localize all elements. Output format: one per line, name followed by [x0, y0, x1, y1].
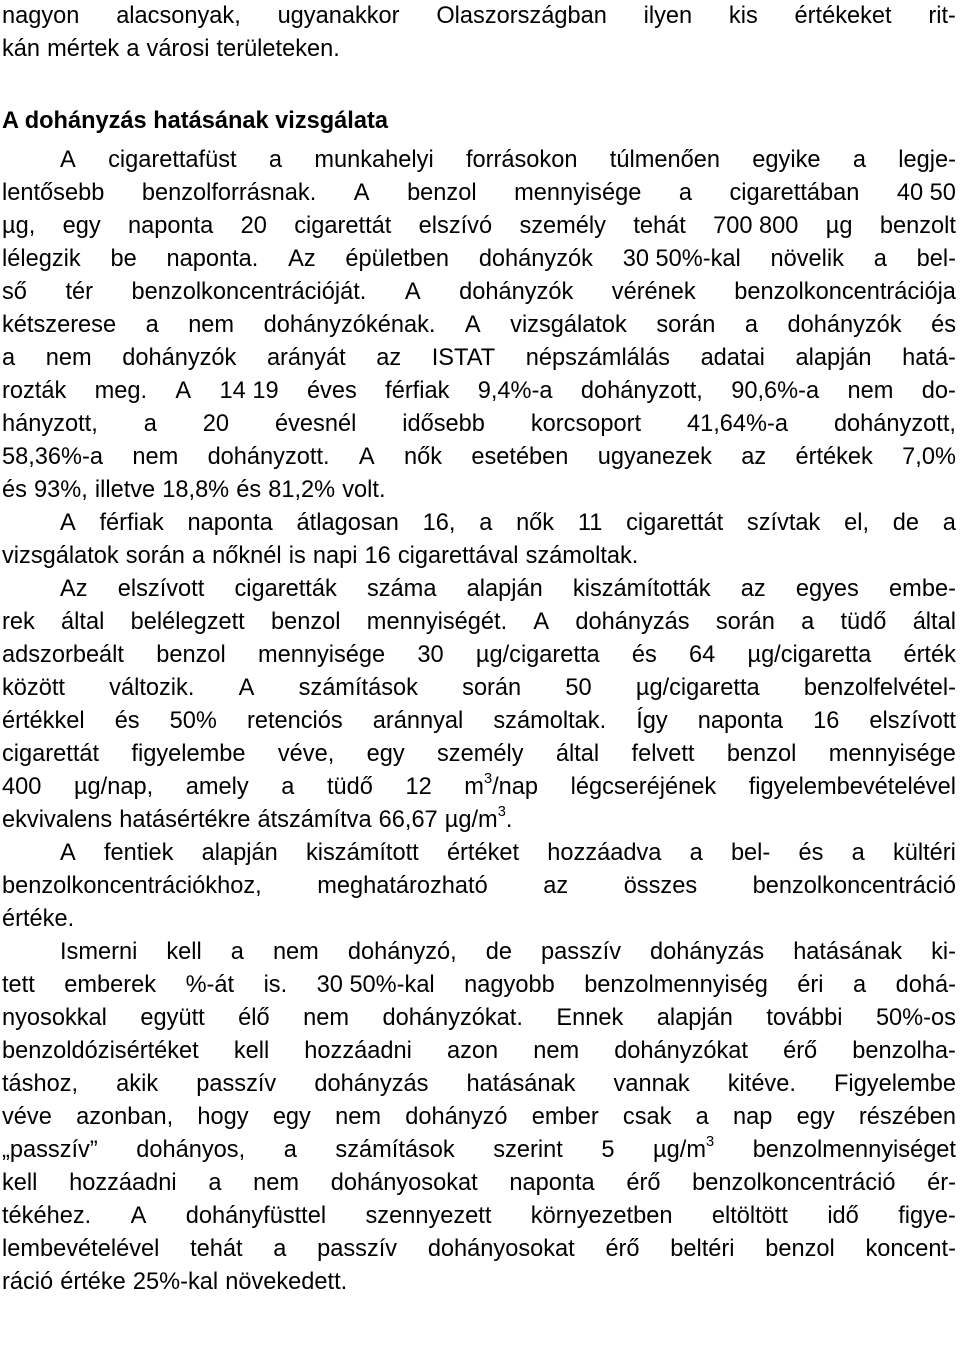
text-line: és 93%, illetve 18,8% és 81,2% volt.	[2, 477, 386, 503]
paragraph-gap	[2, 66, 956, 105]
text-line: lentősebb benzolforrásnak. A benzol mennyisége a cigarettában 40 50	[2, 180, 956, 206]
text-line: nagyon alacsonyak, ugyanakkor Olaszországban ilyen kis értékeket rit-	[2, 3, 956, 29]
text-line: kell hozzáadni a nem dohányosokat naponta érő benzolkoncentráció ér-	[2, 1170, 956, 1196]
text-line: a nem dohányzók arányát az ISTAT népszámlálás adatai alapján hatá-	[2, 345, 956, 371]
text-line: értéke.	[2, 906, 75, 932]
text-line: ekvivalens hatásértékre átszámítva 66,67 $\mu g/m^3$.	[2, 803, 513, 833]
text-line: „passzív” dohányos, a számítások szerint 5 $\mu g/m^3$ benzolmennyiséget	[2, 1133, 956, 1163]
text-line: értékkel és 50% retenciós aránnyal számoltak. Így naponta 16 elszívott	[2, 708, 956, 734]
text-line: véve azonban, hogy egy nem dohányzó ember csak a nap egy részében	[2, 1104, 956, 1130]
section-heading: A dohányzás hatásának vizsgálata	[2, 108, 388, 134]
text-line: adszorbeált benzol mennyisége 30 µg/cigaretta és 64 µg/cigaretta érték	[2, 642, 956, 668]
text-line: nyosokkal együtt élő nem dohányzókat. Ennek alapján további 50%-os	[2, 1005, 956, 1031]
text-line: lembevételével tehát a passzív dohányosokat érő beltéri benzol koncent-	[2, 1236, 956, 1262]
text-line: Ismerni kell a nem dohányzó, de passzív dohányzás hatásának ki-	[60, 939, 956, 965]
text-line: rozták meg. A 14 19 éves férfiak 9,4%-a dohányzott, 90,6%-a nem do-	[2, 378, 956, 404]
text-line: ráció értéke 25%-kal növekedett.	[2, 1269, 348, 1295]
text-line: A cigarettafüst a munkahelyi forrásokon túlmenően egyike a legje-	[60, 147, 956, 173]
text-line: lélegzik be naponta. Az épületben dohányzók 30 50%-kal növelik a bel-	[2, 246, 956, 272]
text-line: benzoldózisértéket kell hozzáadni azon nem dohányzókat érő benzolha-	[2, 1038, 956, 1064]
text-line: A férfiak naponta átlagosan 16, a nők 11 cigarettát szívtak el, de a	[60, 510, 956, 536]
text-line: kétszerese a nem dohányzókénak. A vizsgálatok során a dohányzók és	[2, 312, 956, 338]
text-line: rek által belélegzett benzol mennyiségét. A dohányzás során a tüdő által	[2, 609, 956, 635]
text-line: A fentiek alapján kiszámított értéket hozzáadva a bel- és a kültéri	[60, 840, 956, 866]
text-line: 58,36%-a nem dohányzott. A nők esetében ugyanezek az értékek 7,0%	[2, 444, 956, 470]
text-line: µg, egy naponta 20 cigarettát elszívó személy tehát 700 800 µg benzolt	[2, 213, 956, 239]
text-line: cigarettát figyelembe véve, egy személy által felvett benzol mennyisége	[2, 741, 956, 767]
text-line: között változik. A számítások során 50 µg/cigaretta benzolfelvétel-	[2, 675, 956, 701]
text-line: táshoz, akik passzív dohányzás hatásának vannak kitéve. Figyelembe	[2, 1071, 956, 1097]
text-line: tett emberek %-át is. 30 50%-kal nagyobb benzolmennyiség éri a dohá-	[2, 972, 956, 998]
text-line: hányzott, a 20 évesnél idősebb korcsoport 41,64%-a dohányzott,	[2, 411, 956, 437]
text-line: tékéhez. A dohányfüsttel szennyezett környezetben eltöltött idő figye-	[2, 1203, 956, 1229]
text-line: benzolkoncentrációkhoz, meghatározható az összes benzolkoncentráció	[2, 873, 956, 899]
text-line: 400 µg/nap, amely a tüdő 12 $m^3$/nap légcseréjének figyelembevételével	[2, 770, 956, 800]
text-line: kán mértek a városi területeken.	[2, 36, 340, 62]
text-line: ső tér benzolkoncentrációját. A dohányzók vérének benzolkoncentrációja	[2, 279, 956, 305]
text-line: vizsgálatok során a nőknél is napi 16 cigarettával számoltak.	[2, 543, 639, 569]
text-line: Az elszívott cigaretták száma alapján kiszámították az egyes embe-	[60, 576, 956, 602]
